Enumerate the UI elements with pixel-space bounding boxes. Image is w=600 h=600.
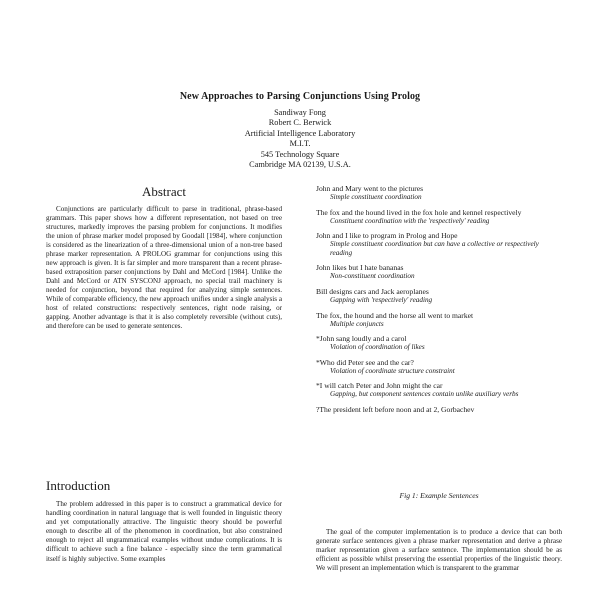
affiliation-line: Artificial Intelligence Laboratory — [244, 128, 356, 138]
introduction-heading: Introduction — [46, 478, 111, 493]
example-item — [316, 358, 562, 376]
introduction-text: The problem addressed in this paper is to construct a grammatical device for handling coordination in natural language that is well founded in linguistic theory and yet computationally attractive. The linguistic theory should be powerful enough to describe all of the phenomenon in coordination, but also constrained enough to reject all ungrammatical examples without undue complications. It is difficult to achieve such a fine balance - especially since the term grammatical itself is highly subjective. Some examples — [46, 500, 282, 563]
abstract-heading: Abstract — [141, 184, 187, 199]
example-item — [316, 287, 562, 305]
example-item — [316, 231, 562, 257]
example-note: Simple constituent coordination — [330, 193, 422, 201]
example-note: Simple constituent coordination but can have a collective or respectively reading — [330, 240, 539, 257]
example-sentence: ?The president left before noon and at 2, Gorbachev — [316, 404, 475, 414]
example-note: Multiple conjuncts — [330, 319, 384, 328]
example-sentence: John and I like to program in Prolog and Hope — [316, 231, 458, 241]
example-sentence: Bill designs cars and Jack aeroplanes — [316, 286, 429, 296]
example-note: Violation of coordinate structure constraint — [330, 366, 455, 375]
left-column — [46, 184, 282, 331]
example-note: Gapping, but component sentences contain unlike auxiliary verbs — [330, 390, 519, 399]
paper-title: New Approaches to Parsing Conjunctions Using Prolog — [179, 91, 421, 102]
abstract-text: Conjunctions are particularly difficult to parse in traditional, phrase-based grammars. This paper shows how a different representation, not based on tree structures, markedly improves the parsing problem for conjunctions. It modifies the union of phrase marker model proposed by Goodall [1984], where conjunction is considered as the linearization of a three-dimensional union of a non-tree based phrase marker representation. A PROLOG grammar for conjunctions using this new approach is given. It is far simpler and more transparent than a recent phrase-based extraposition parser conjunctions by Dahl and McCord [1984]. Unlike the Dahl and McCord or ATN SYSCONJ approach, no special trail machinery is needed for conjunction, beyond that required for analyzing simple sentences. While of comparable efficiency, the new approach unifies under a single analysis a host of related constructions: respectively sentences, right node raising, or gapping. Another advantage is that it is also completely reversible (without cuts), and therefore can be used to generate sentences. — [46, 205, 282, 330]
address-line: 545 Technology Square — [260, 149, 340, 159]
example-item — [316, 381, 562, 399]
address-line: Cambridge MA 02139, U.S.A. — [249, 160, 351, 170]
example-item — [316, 311, 562, 329]
example-item — [316, 184, 562, 202]
example-sentence: *John sang loudly and a carol — [316, 334, 407, 344]
author-name: Sandiway Fong — [274, 108, 326, 117]
author-block — [0, 108, 600, 170]
implementation-text: The goal of the computer implementation is to produce a device that can both generate surface sentences given a phrase marker representation and derive a phrase marker representation given a surface sentence. The implementation should be as efficient as possible whilst preserving the essential properties of the linguistic theory. We will present an implementation which is transparent to the grammar — [316, 528, 562, 573]
example-sentence: *Who did Peter see and the car? — [316, 357, 414, 367]
example-note: Violation of coordination of likes — [330, 343, 425, 352]
example-sentence: John and Mary went to the pictures — [316, 184, 424, 193]
author-name: Robert C. Berwick — [268, 118, 332, 128]
example-sentence: *I will catch Peter and John might the car — [316, 381, 443, 391]
example-sentence: The fox and the hound lived in the fox hole and kennel respectively — [316, 207, 522, 217]
example-item — [316, 334, 562, 352]
example-note: Constituent coordination with the 'respectively' reading — [330, 216, 490, 225]
example-sentences-figure — [316, 184, 562, 420]
example-sentence: The fox, the hound and the horse all went to market — [316, 310, 474, 320]
affiliation-line: M.I.T. — [289, 139, 311, 149]
example-note: Non-constituent coordination — [330, 272, 415, 281]
example-item — [316, 208, 562, 226]
example-item — [316, 263, 562, 281]
example-sentence: John likes but I hate bananas — [316, 263, 404, 273]
example-item — [316, 405, 562, 414]
example-note: Gapping with 'respectively' reading — [330, 295, 433, 304]
figure-caption: Fig 1: Example Sentences — [399, 491, 479, 500]
